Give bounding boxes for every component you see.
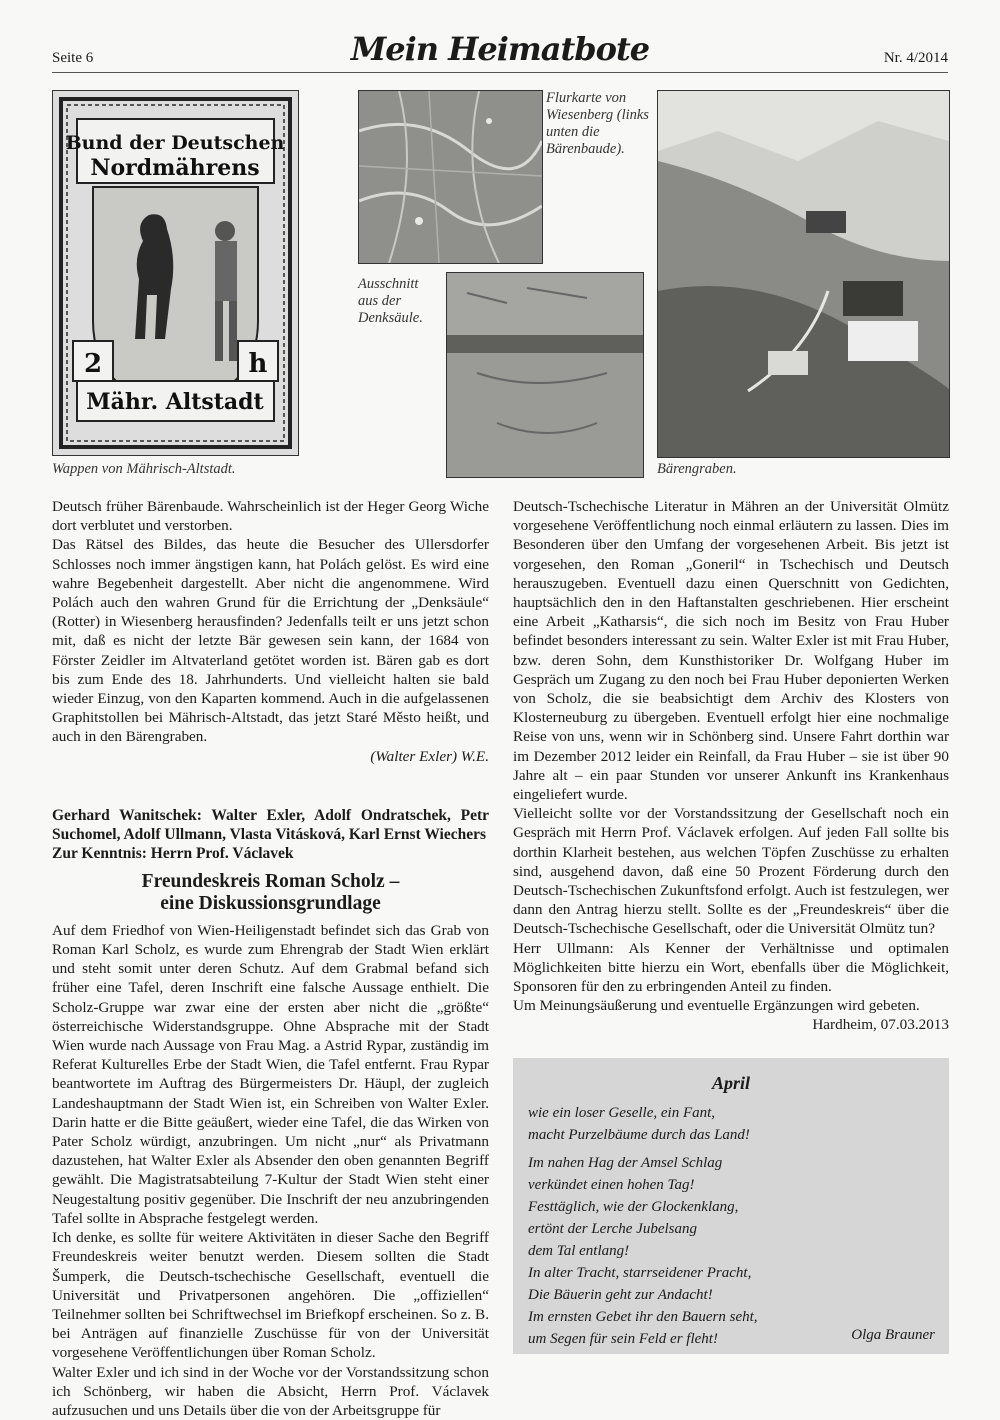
article-body-2: Ich denke, es sollte für weitere Aktivitäten in dieser Sache den Begriff Freundeskreis weiter benutzt werden. Diesem sollten die Stadt Šumperk, die Deutsch-tschechische Gesellschaft, eventuell die Universität und Privatpersonen angehören. Die „offiziellen“ Teilnehmer sollten bei Schriftwechsel im Briefkopf erscheinen. So z. B. bei Anträgen auf finanzielle Zuschüsse für von der Universität vorgesehene Veröffentlichungen über Roman Scholz. — [52, 1229, 489, 1362]
article-title-line2: eine Diskussionsgrundlage — [160, 892, 381, 914]
place-date: Hardheim, 07.03.2013 — [812, 1016, 949, 1034]
article-body-3: Walter Exler und ich sind in der Woche vor der Vorstandssitzung schon ich Schönberg, wir haben die Absicht, Herrn Prof. Václavek aufzusuchen und uns Details über die von der Arbeitsgruppe für — [52, 1363, 489, 1419]
poem-lines — [528, 1102, 949, 1350]
coat-value-right: h — [248, 349, 268, 379]
field-map-drawing — [359, 91, 542, 263]
poem-box — [513, 1058, 949, 1354]
coat-banner-line1: Bund der Deutschen — [65, 132, 285, 154]
poem-line: dem Tal entlang! — [528, 1243, 630, 1259]
issue-number: Nr. 4/2014 — [883, 50, 948, 66]
poem-line: macht Purzelbäume durch das Land! — [528, 1127, 750, 1143]
left-paragraph-2: Das Rätsel des Bildes, das heute die Besucher des Ullersdorfer Schlosses noch immer ängstigen kann, hat Polách gelöst. Es wird eine wahre Begebenheit dargestellt. Aber nicht die angenommene. Wird Polách auch den wahren Grund für die Errichtung der „Denksäule“ (Rotter) in Wiesenberg herausfinden? Jedenfalls teilt er uns jetzt schon mit, daß es nicht der letzte Bär gewesen sein kann, der 1684 von Förster Zeidler im Altvaterland getötet worden ist. Bären gab es dort bis zum Ende des 18. Jahrhunderts. Und vielleicht halten sie bald wieder Einzug, von den Kaparten kommend. Auch in die aufgelassenen Graphitstollen bei Mährisch-Altstadt, das jetzt Staré Město heißt, und auch in den Bärengraben. — [52, 536, 489, 746]
recipients-list: Gerhard Wanitschek: Walter Exler, Adolf Ondratschek, Petr Suchomel, Adolf Ullmann, Vlasta Vitásková, Karl Ernst Wiechers — [52, 806, 489, 843]
page-number: Seite 6 — [52, 50, 94, 66]
poem-line: In alter Tracht, starrseidener Pracht, — [528, 1265, 752, 1281]
coat-banner-line2: Nordmährens — [90, 155, 260, 181]
left-paragraph-1: Deutsch früher Bärenbaude. Wahrscheinlich ist der Heger Georg Wiche dort verblutet und verstorben. — [52, 498, 489, 535]
coat-of-arms-image — [52, 90, 299, 456]
article-title-line1: Freundeskreis Roman Scholz – — [141, 870, 400, 892]
header-rule — [52, 72, 948, 73]
poem-title: April — [711, 1073, 750, 1093]
poem-line: wie ein loser Geselle, ein Fant, — [528, 1105, 716, 1121]
poem-line: Die Bäuerin geht zur Andacht! — [528, 1287, 713, 1303]
baerengraben-photo — [657, 90, 950, 458]
right-paragraph-1: Deutsch-Tschechische Literatur in Mähren an der Universität Olmütz vorgesehene Veröffentlichung noch einmal erläutern zu lassen. Dies im Besonderen über den Umfang der vorgesehenen Arbeit. Bis jetzt ist vorgesehen, den Roman „Goneril“ in Tschechisch und Deutsch herauszugeben. Eventuell dazu einen Querschnitt von Gedichten, hauptsächlich den in den Haftanstalten geschriebenen. Hier erscheint eine Arbeit „Katharsis“, die sich noch im Besitz von Frau Huber befindet besonders interessant zu sein. Walter Exler ist mit Frau Huber, bzw. deren Sohn, dem Kunsthistoriker Dr. Wolfgang Huber im Gespräch um Zugang zu den noch bei Frau Huber deponierten Werken von Scholz, die sie beabsichtigt dem Archiv des Klosters von Klosterneuburg zu übergeben. Eventuell erfolgt hier eine nochmalige Reise von uns, wenn wir in Schönberg sind. Unsere Fahrt dorthin war im Dezember 2012 leider ein Reinfall, da Frau Huber – sie ist über 90 Jahre alt – ein paar Stunden vor unserer Ankunft ins Krankenhaus eingeliefert wurde. — [513, 498, 949, 804]
valley-caption: Bärengraben. — [657, 461, 737, 477]
memorial-column-drawing — [447, 273, 643, 477]
right-column — [513, 497, 949, 1035]
coat-of-arms-drawing — [53, 91, 298, 455]
poem-line: Im nahen Hag der Amsel Schlag — [528, 1155, 723, 1171]
poem-line: um Segen für sein Feld er fleht! — [528, 1331, 718, 1347]
coat-caption: Wappen von Mährisch-Altstadt. — [52, 461, 236, 477]
poem-line: verkündet einen hohen Tag! — [528, 1177, 695, 1193]
poem-line: Festtäglich, wie der Glockenklang, — [528, 1199, 739, 1215]
poem-line: ertönt der Lerche Jubelsang — [528, 1221, 697, 1237]
notice-line: Zur Kenntnis: Herrn Prof. Václavek — [52, 844, 294, 862]
column-caption: Ausschnitt aus der Denksäule. — [358, 276, 423, 326]
map-caption: Flurkarte von Wiesenberg (links unten die Bärenbaude). — [546, 90, 649, 157]
right-paragraph-4: Um Meinungsäußerung und eventuelle Ergänzungen wird gebeten. — [513, 997, 920, 1015]
right-paragraph-3: Herr Ullmann: Als Kenner der Verhältnisse und optimalen Möglichkeiten bitte hierzu ein Wort, ebenfalls über die Möglichkeit, Sponsoren für den zu erbringenden Anteil zu finden. — [513, 939, 949, 996]
baerengraben-drawing — [658, 91, 949, 457]
field-map-image — [358, 90, 543, 264]
article-body-1: Auf dem Friedhof von Wien-Heiligenstadt befindet sich das Grab von Roman Karl Scholz, es wurde zum Ehrengrab der Stadt Wien erklärt und steht somit unter deren Schutz. Auf dem Grabmal befand sich früher eine Tafel, deren Inschrift eine falsche Aussage enthielt. Die Scholz-Gruppe war zwar eine der ersten aber nicht die „größte“ österreichische Widerstandsgruppe. Ohne Absprache mit der Stadt Wien wurde nach Aussage von Frau Mag. a Astrid Rypar, zuständig im Referat Kulturelles Erbe der Stadt Wien, die Tafel entfernt. Frau Rypar beantwortete im Auftrag des Bürgermeisters Dr. Häupl, der zugleich Landeshauptmann der Stadt Wien ist, ein Schreiben von Walter Exler. Darin hatte er die Bitte geäußert, wieder eine Tafel, die das Wirken von Pater Scholz würdigt, anzubringen. Um nicht „nur“ als Privatmann dazustehen, hat Walter Exler als Absender den oben genannten Begriff gewählt. Die Magistratsabteilung 7-Kultur der Stadt Wien steht einer Neugestaltung positiv gegenüber. Die Inschrift der neu anzubringenden Tafel sollte in Absprache festgelegt werden. — [52, 921, 489, 1227]
poem-line: Im ernsten Gebet ihr den Bauern seht, — [528, 1309, 758, 1325]
memorial-column-image — [446, 272, 644, 478]
left-column — [52, 497, 489, 1420]
coat-value-left: 2 — [83, 349, 103, 379]
right-paragraph-2: Vielleicht sollte vor der Vorstandssitzung der Gesellschaft noch ein Gespräch mit Herrn Prof. Václavek erfolgen. Auf jeden Fall sollte bis dorthin Klarheit bestehen, aus welchen Töpfen Zuschüsse zu erhalten sind, ausgehend davon, daß eine 50 Prozent Förderung durch den Deutsch-Tschechischen Zukunftsfond erfolgt. Auch ist festzulegen, wer dann den Antrag hierzu stellt. Sollte es der „Freundeskreis“ über die Deutsch-Tschechische Gesellschaft, oder die Universität Olmütz tun? — [513, 805, 949, 938]
masthead: Mein Heimatbote — [350, 30, 650, 68]
coat-bottom-label: Mähr. Altstadt — [86, 389, 264, 415]
poem-author: Olga Brauner — [851, 1327, 935, 1343]
article-title — [52, 871, 489, 915]
left-signature: (Walter Exler) W.E. — [370, 747, 489, 765]
